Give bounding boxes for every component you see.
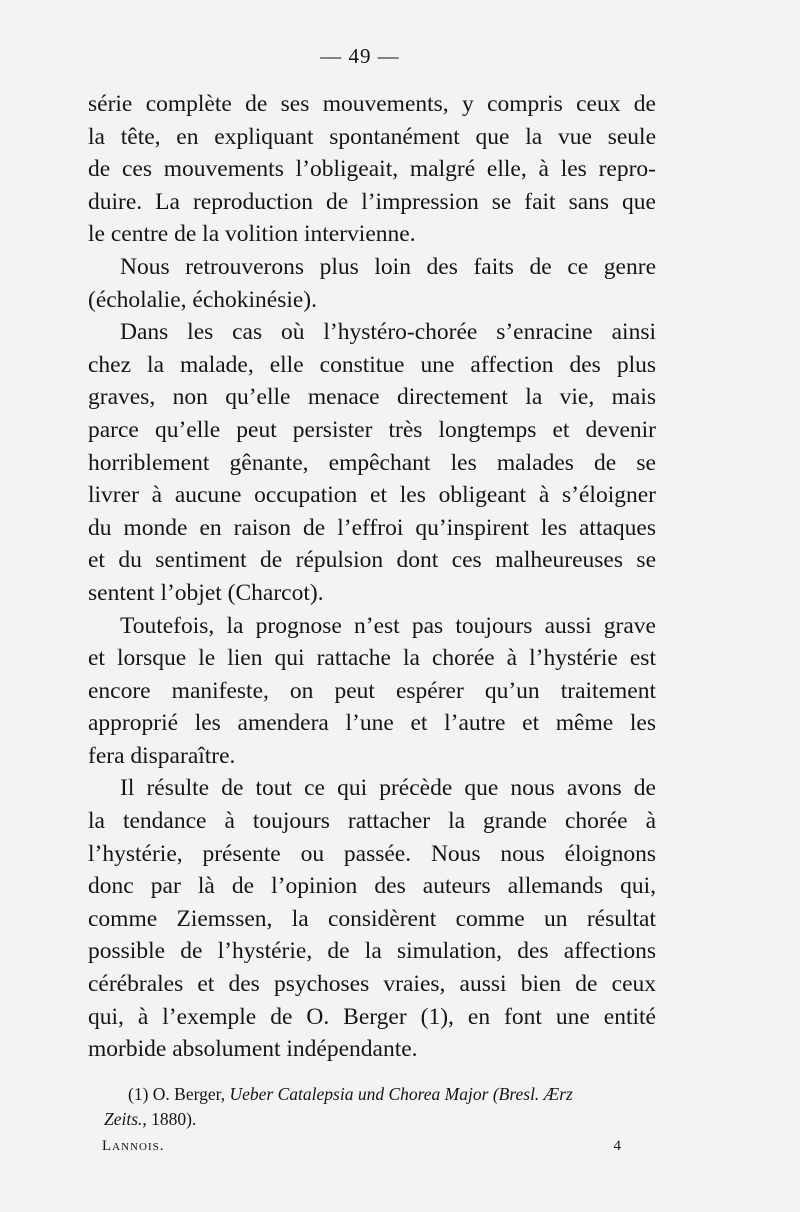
text-line: du monde en raison de l’effroi qu’inspirent les attaques bbox=[88, 514, 656, 541]
text-line: sentent l’objet (Charcot). bbox=[88, 579, 324, 606]
text-line: comme Ziemssen, la considèrent comme un résultat bbox=[88, 905, 656, 932]
footnote-source: (Bresl. Ærz bbox=[492, 1084, 573, 1104]
page-number: — 49 — bbox=[320, 44, 400, 68]
text-line: chez la malade, elle constitue une affection des plus bbox=[88, 351, 656, 378]
text-line: l’hystérie, présente ou passée. Nous nous éloignons bbox=[88, 840, 656, 867]
text-line: Dans les cas où l’hystéro-chorée s’enracine ainsi bbox=[120, 319, 656, 346]
text-line: approprié les amendera l’une et l’autre et même les bbox=[88, 710, 656, 737]
footnote-source-cont: Zeits. bbox=[104, 1109, 143, 1129]
text-line: Toutefois, la prognose n’est pas toujours aussi grave bbox=[120, 612, 656, 639]
text-line: et lorsque le lien qui rattache la chorée à l’hystérie est bbox=[88, 645, 656, 672]
text-line: Il résulte de tout ce qui précède que nous avons de bbox=[120, 775, 656, 802]
text-line: possible de l’hystérie, de la simulation, des affections bbox=[88, 938, 656, 965]
body-text bbox=[88, 88, 656, 1066]
text-line: morbide absolument indépendante. bbox=[88, 1036, 418, 1063]
footnote-year: , 1880). bbox=[142, 1109, 197, 1129]
footnote-line-1 bbox=[104, 1082, 664, 1107]
text-line: la tête, en expliquant spontanément que la vue seule bbox=[88, 123, 656, 150]
text-line: fera disparaître. bbox=[88, 742, 236, 769]
text-line: encore manifeste, on peut espérer qu’un traitement bbox=[88, 677, 656, 704]
text-line: cérébrales et des psychoses vraies, aussi bien de ceux bbox=[88, 971, 656, 998]
text-line: le centre de la volition intervienne. bbox=[88, 221, 416, 248]
text-line: donc par là de l’opinion des auteurs allemands qui, bbox=[88, 873, 656, 900]
text-line: série complète de ses mouvements, y compris ceux de bbox=[88, 91, 656, 117]
footnote-marker: (1) O. Berger, bbox=[128, 1084, 226, 1104]
text-line: de ces mouvements l’obligeait, malgré elle, à les repro- bbox=[88, 156, 656, 183]
text-line: horriblement gênante, empêchant les malades de se bbox=[88, 449, 656, 476]
sheet-number: 4 bbox=[613, 1138, 622, 1154]
text-line: (écholalie, échokinésie). bbox=[88, 286, 318, 313]
text-line: parce qu’elle peut persister très longtemps et devenir bbox=[88, 416, 656, 443]
text-line: Nous retrouverons plus loin des faits de ce genre bbox=[120, 253, 656, 280]
printer-signature: Lannois. bbox=[102, 1138, 165, 1154]
footnote-line-2 bbox=[104, 1107, 664, 1132]
text-line: duire. La reproduction de l’impression se fait sans que bbox=[88, 188, 656, 215]
text-line: qui, à l’exemple de O. Berger (1), en font une entité bbox=[88, 1003, 656, 1030]
page-footer bbox=[102, 1138, 622, 1155]
text-line: livrer à aucune occupation et les obligeant à s’éloigner bbox=[88, 482, 656, 509]
text-line: et du sentiment de répulsion dont ces malheureuses se bbox=[88, 547, 656, 574]
text-line: graves, non qu’elle menace directement la vie, mais bbox=[88, 384, 656, 411]
text-line: la tendance à toujours rattacher la grande chorée à bbox=[88, 808, 656, 835]
footnote bbox=[104, 1082, 664, 1132]
footnote-title: Ueber Catalepsia und Chorea Major bbox=[229, 1084, 489, 1104]
